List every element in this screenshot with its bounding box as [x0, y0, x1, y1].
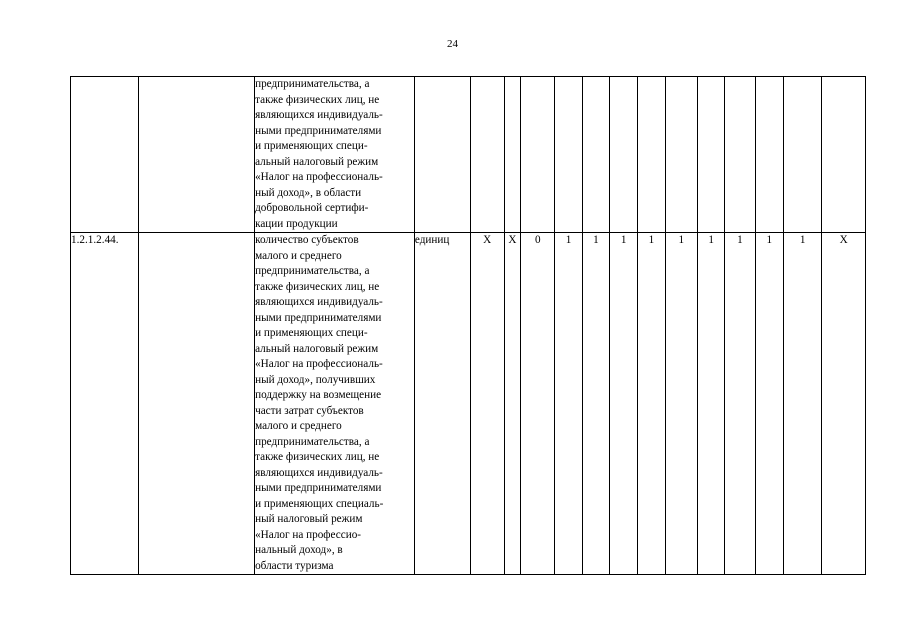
- cell-value: 1: [582, 233, 609, 575]
- cell-code: [71, 77, 139, 233]
- cell-empty: [582, 77, 609, 233]
- cell-unit: единиц: [414, 233, 470, 575]
- cell-description: предпринимательства, а также физических лиц, не являющихся индивидуаль- ными предпринимателями и применяющих специ- альный налоговый режим «Налог на профессиональ- ный доход», в области добровольной сертифи- кации продукции: [255, 77, 415, 233]
- cell-empty: [504, 77, 520, 233]
- cell-description: количество субъектов малого и среднего предпринимательства, а также физических лиц, не являющихся индивидуаль- ными предпринимателями и применяющих специ- альный налоговый режим «Налог на профессиональ- ный доход», получивших поддержку на возмещение части затрат субъектов малого и среднего предпринимательства, а также физических лиц, не являющихся индивидуаль- ными предпринимателями и применяющих специаль- ный налоговый режим «Налог на профессио- нальный доход», в области туризма: [255, 233, 415, 575]
- cell-value: Х: [822, 233, 866, 575]
- cell-col2: [138, 233, 254, 575]
- cell-empty: [638, 77, 665, 233]
- table-row-continued: [71, 77, 866, 233]
- cell-value: 1: [610, 233, 638, 575]
- cell-empty: [610, 77, 638, 233]
- table-row: [71, 233, 866, 575]
- indicator-table: [70, 76, 866, 575]
- cell-value: Х: [470, 233, 504, 575]
- cell-code: 1.2.1.2.44.: [71, 233, 139, 575]
- cell-empty: [470, 77, 504, 233]
- cell-empty: [725, 77, 755, 233]
- page-number: 24: [447, 38, 458, 50]
- cell-empty: [783, 77, 821, 233]
- cell-empty: [822, 77, 866, 233]
- cell-value: 1: [638, 233, 665, 575]
- cell-value: 1: [725, 233, 755, 575]
- cell-value: Х: [504, 233, 520, 575]
- cell-empty: [697, 77, 724, 233]
- cell-empty: [555, 77, 582, 233]
- cell-empty: [521, 77, 555, 233]
- cell-col2: [138, 77, 254, 233]
- cell-value: 0: [521, 233, 555, 575]
- cell-value: 1: [783, 233, 821, 575]
- cell-empty: [665, 77, 697, 233]
- cell-value: 1: [555, 233, 582, 575]
- cell-empty: [755, 77, 783, 233]
- cell-value: 1: [755, 233, 783, 575]
- cell-value: 1: [697, 233, 724, 575]
- cell-value: 1: [665, 233, 697, 575]
- cell-unit: [414, 77, 470, 233]
